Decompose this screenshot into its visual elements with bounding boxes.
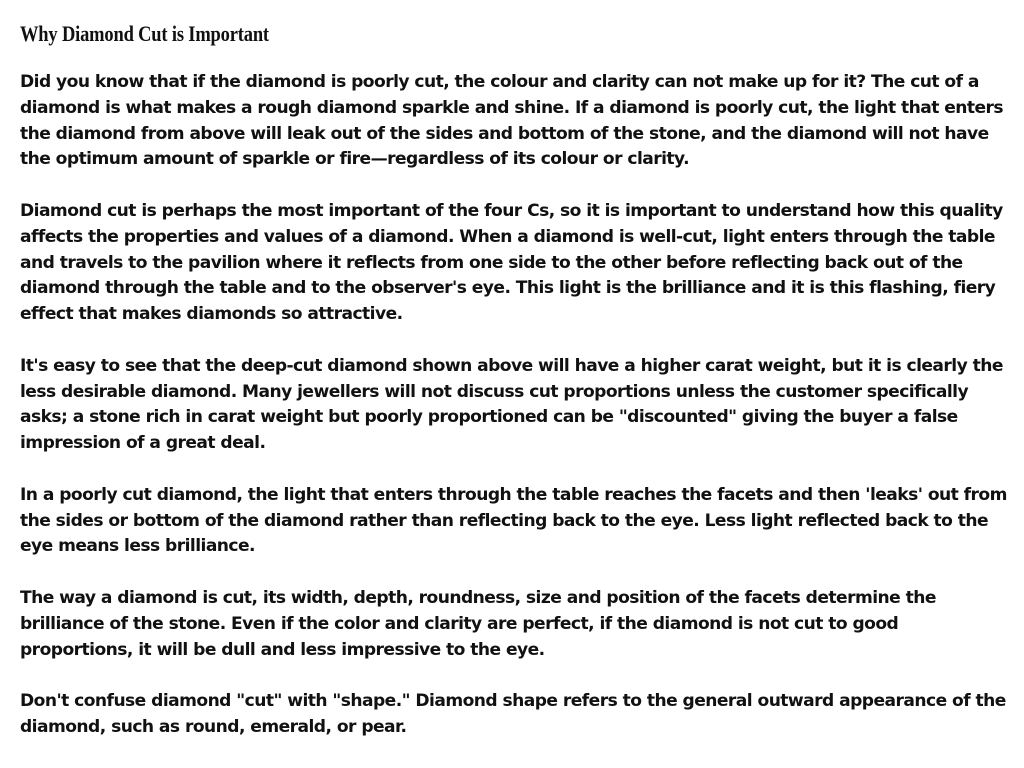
- article: [20, 20, 1015, 767]
- paragraph-cut-vs-shape: Don't confuse diamond "cut" with "shape." Diamond shape refers to the general outward appearance of the diamond, such as round, emerald, or pear.: [20, 691, 1006, 737]
- paragraph-deep-cut: It's easy to see that the deep-cut diamond shown above will have a higher carat weight, but it is clearly the less desirable diamond. Many jewellers will not discuss cut proportions unless the customer specifically asks; a stone rich in carat weight but poorly proportioned can be "discounted" giving the buyer a false impression of a great deal.: [20, 355, 1003, 454]
- paragraph-four-cs: Diamond cut is perhaps the most important of the four Cs, so it is important to understand how this quality affects the properties and values of a diamond. When a diamond is well-cut, light enters through the table and travels to the pavilion where it reflects from one side to the other before reflecting back out of the diamond through the table and to the observer's eye. This light is the brilliance and it is this flashing, fiery effect that makes diamonds so attractive.: [20, 200, 1003, 325]
- article-title: Why Diamond Cut is Important: [20, 21, 269, 46]
- paragraph-cut-importance: Did you know that if the diamond is poorly cut, the colour and clarity can not make up for it? The cut of a diamond is what makes a rough diamond sparkle and shine. If a diamond is poorly cut, the light that enters the diamond from above will leak out of the sides and bottom of the stone, and the diamond will not have the optimum amount of sparkle or fire—regardless of its colour or clarity.: [20, 72, 1004, 170]
- paragraph-poor-cut-leakage: In a poorly cut diamond, the light that enters through the table reaches the facets and then 'leaks' out from the sides or bottom of the diamond rather than reflecting back to the eye. Less light reflected back to the eye means less brilliance.: [20, 484, 1007, 557]
- paragraph-cut-factors: The way a diamond is cut, its width, depth, roundness, size and position of the facets determine the brilliance of the stone. Even if the color and clarity are perfect, if the diamond is not cut to good proportions, it will be dull and less impressive to the eye.: [20, 587, 936, 660]
